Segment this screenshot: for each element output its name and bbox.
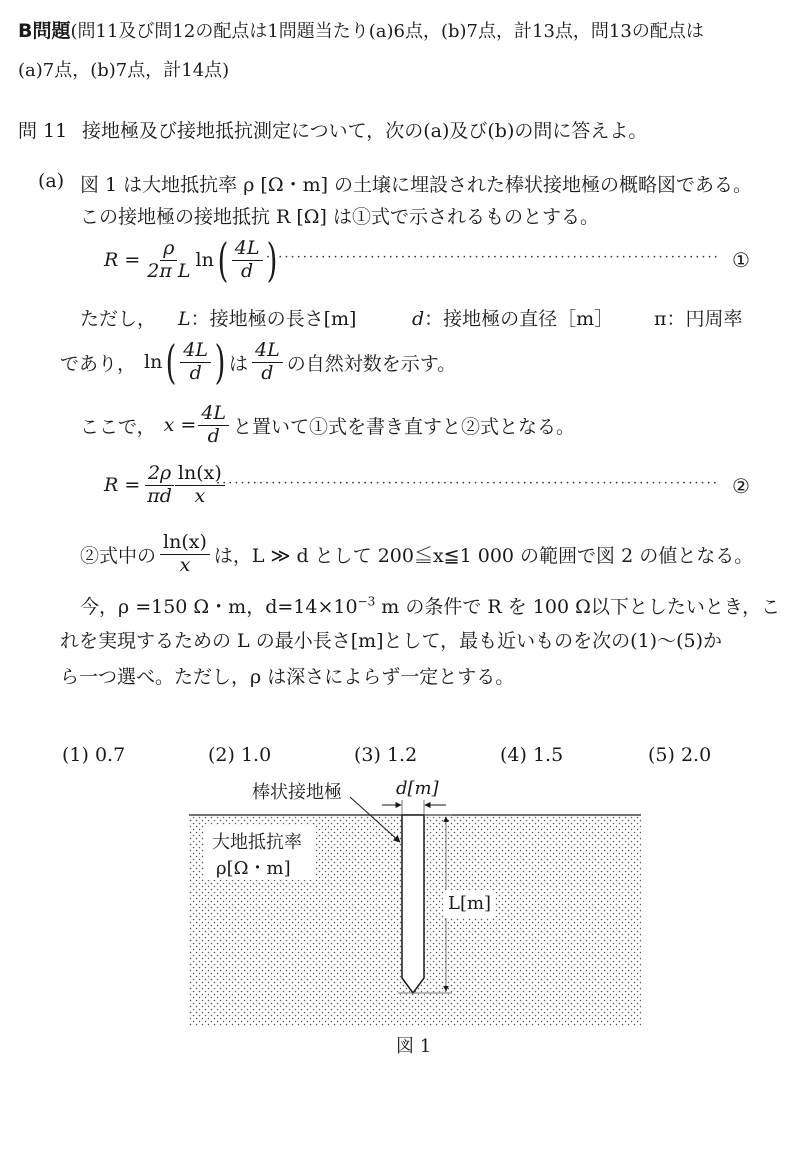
choice-2-label: (2)	[208, 744, 235, 766]
nl-num-2: 4L	[252, 340, 283, 363]
electrode-label: 棒状接地極	[252, 782, 342, 803]
eq1-right-paren: )	[266, 233, 277, 287]
range-num: ln(x)	[160, 532, 210, 555]
choice-4-value: 1.5	[532, 744, 564, 766]
condition-line-2: れを実現するための L の最小長さ[m]として，最も近いものを次の(1)～(5)か	[60, 630, 722, 652]
soil-label-line-1: 大地抵抗率	[212, 832, 302, 853]
nl-right-paren: )	[214, 335, 226, 389]
choice-1-label: (1)	[62, 744, 89, 766]
question-text: 接地極及び接地抵抗測定について，次の(a)及び(b)の問に答えよ。	[82, 120, 648, 142]
nl-left-paren: (	[165, 335, 177, 389]
eq1-marker: ①	[732, 248, 750, 272]
part-a-label: (a)	[38, 170, 65, 192]
nl-den: d	[189, 361, 202, 384]
points-line-2: (a)7点，(b)7点，計14点)	[18, 60, 230, 81]
eq1-leader-dots: ··········································································	[266, 250, 720, 265]
eq1-inner-num: 4L	[232, 238, 263, 261]
sub-suffix: と置いて①式を書き直すと②式となる。	[233, 415, 576, 438]
nl-prefix: であり，	[60, 352, 137, 375]
figure-1-caption: 図 1	[396, 1036, 432, 1057]
soil-label-line-2: ρ[Ω・m]	[216, 858, 291, 879]
eq2-den-1: πd	[147, 484, 172, 507]
choice-5-label: (5)	[648, 744, 675, 766]
condition-line-3: ら一つ選べ。ただし，ρ は深さによらず一定とする。	[60, 666, 515, 688]
sub-prefix: ここで，	[80, 415, 156, 438]
condition-line-1-pre: 今，ρ =150 Ω・m，d=14×10	[80, 596, 358, 618]
where-L-symbol: L	[178, 308, 191, 330]
where-prefix: ただし，	[80, 308, 157, 330]
eq2-lhs: R =	[104, 474, 141, 496]
part-a-line-2: この接地極の接地抵抗 R [Ω] は①式で示されるものとする。	[80, 206, 600, 228]
sub-var: x =	[163, 414, 197, 436]
part-a-line-1: 図 1 は大地抵抗率 ρ [Ω・m] の土壌に埋設された棒状接地極の概略図である。	[80, 174, 753, 196]
choice-2-value: 1.0	[240, 744, 272, 766]
eq1-lhs: R =	[104, 249, 141, 271]
eq2-den-2: x	[194, 484, 206, 507]
sub-den: d	[207, 424, 220, 447]
eq2-num-1: 2ρ	[145, 463, 174, 486]
question-number: 問 11	[18, 120, 68, 142]
eq1-den: 2π L	[147, 259, 191, 282]
section-label: B問題	[18, 20, 71, 42]
choice-3-value: 1.2	[386, 744, 418, 766]
nl-mid: は	[228, 352, 248, 375]
range-den: x	[179, 553, 191, 576]
where-pi-symbol: π	[654, 308, 667, 330]
eq2-num-2: ln(x)	[175, 463, 225, 486]
choice-5-value: 2.0	[680, 744, 712, 766]
where-pi-desc: ：円周率	[666, 308, 743, 330]
eq1-inner-den: d	[241, 259, 254, 282]
condition-line-1-post: m の条件で R を 100 Ω以下としたいとき，こ	[375, 596, 781, 618]
range-prefix: ②式中の	[80, 544, 157, 567]
diameter-label: d[m]	[396, 778, 439, 799]
condition-exponent: −3	[357, 594, 376, 609]
eq2-leader-dots: ··················································································	[216, 476, 719, 491]
nl-suffix: の自然対数を示す。	[286, 352, 457, 375]
points-line-1: (問11及び問12の配点は1問題当たり(a)6点，(b)7点，計13点，問13の配点は	[70, 21, 704, 42]
where-d-symbol: d	[412, 308, 425, 330]
eq2-marker: ②	[732, 474, 750, 498]
sub-num: 4L	[198, 403, 229, 426]
nl-num: 4L	[180, 340, 211, 363]
nl-ln: ln	[144, 351, 163, 373]
eq1-num: ρ	[160, 238, 177, 261]
choice-1-value: 0.7	[94, 744, 126, 766]
eq1-left-paren: (	[217, 233, 229, 287]
where-L-desc: ：接地極の長さ[m]	[190, 308, 357, 330]
eq1-ln: ln	[195, 249, 214, 271]
nl-den-2: d	[261, 361, 274, 384]
rod-electrode	[402, 815, 424, 993]
length-label: L[m]	[448, 893, 492, 914]
choice-4-label: (4)	[500, 744, 527, 766]
choice-3-label: (3)	[354, 744, 381, 766]
where-d-desc: ：接地極の直径［m］	[424, 308, 614, 330]
range-suffix: は，L ≫ d として 200≦x≦1 000 の範囲で図 2 の値となる。	[213, 544, 754, 567]
